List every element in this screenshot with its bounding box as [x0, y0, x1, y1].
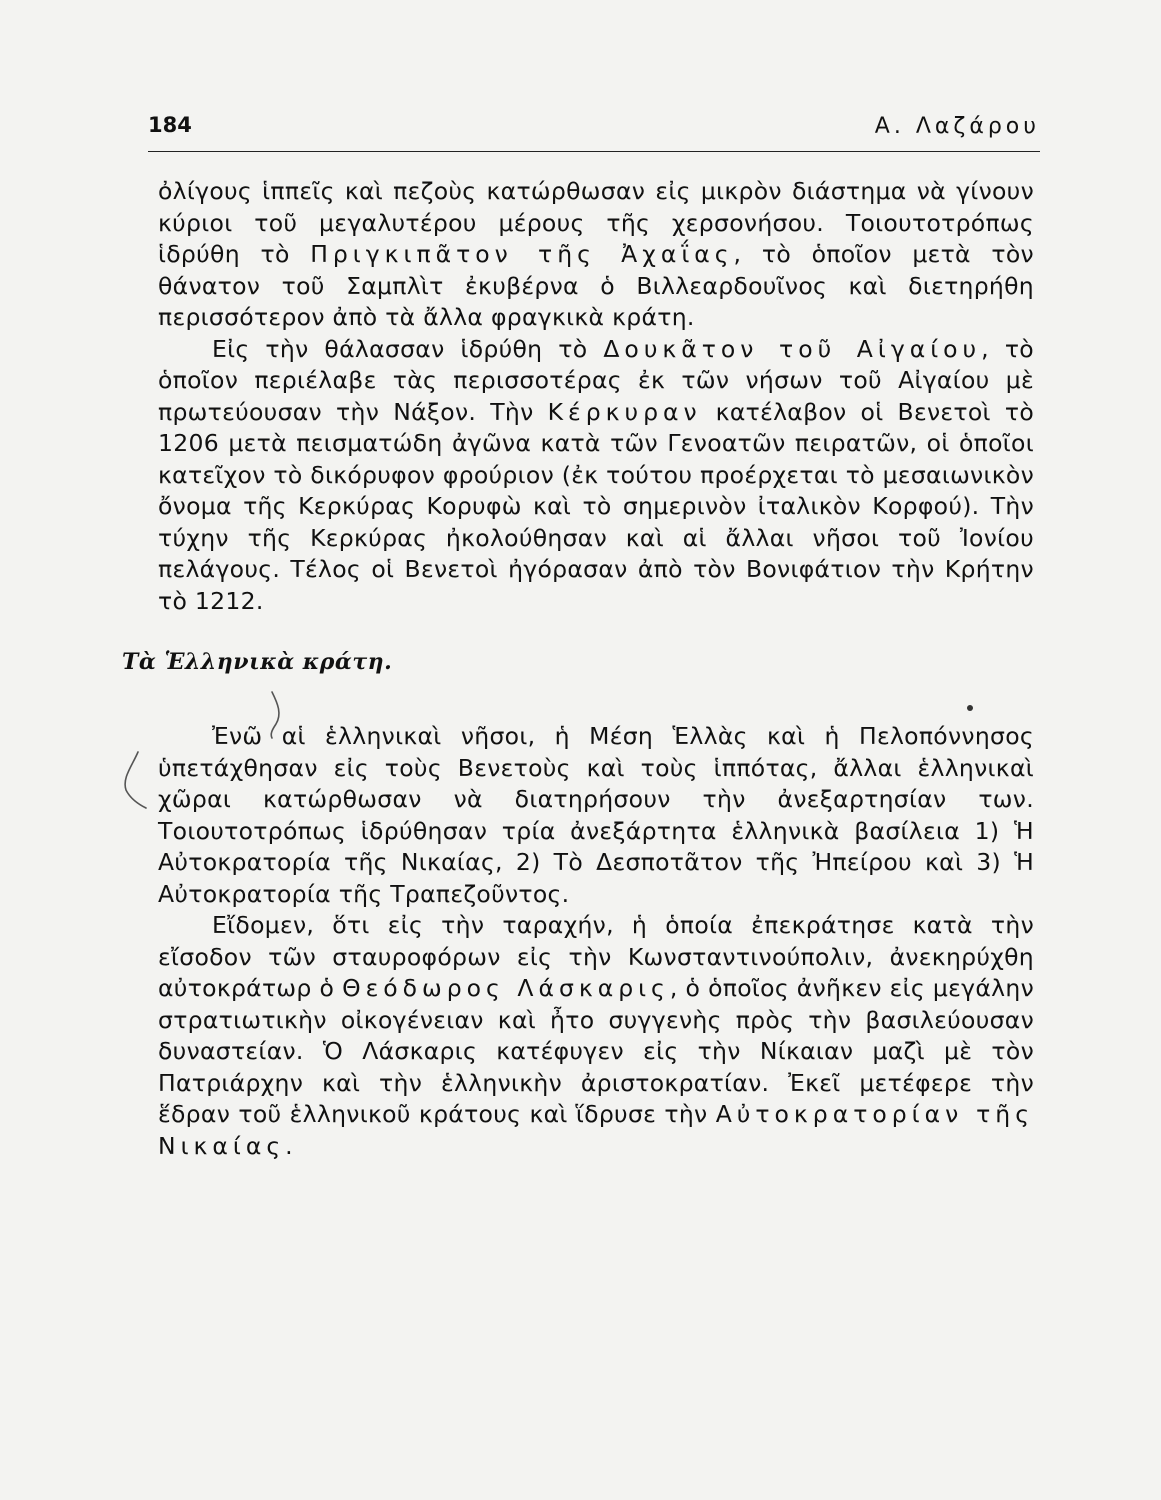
- paragraph-1-text-b: , τὸ ὁποῖον μετὰ τὸν θάνατον τοῦ Σαμπλὶτ ἐκυβέρνα ὁ Βιλλεαρδουῖνος καὶ διετηρήθη περισσότερον ἀπὸ τὰ ἄλλα φραγκικὰ κράτη.: [158, 240, 1034, 331]
- paragraph-2-text-a: Εἰς τὴν θάλασσαν ἱδρύθη τὸ: [212, 334, 604, 363]
- empire-of-nicaea: Αὐτοκρατορίαν τῆς Νικαίας: [158, 1100, 1034, 1160]
- paragraph-1: [158, 176, 1034, 334]
- theodore-laskaris: Θεόδωρος Λάσκαρις: [342, 974, 670, 1002]
- paragraph-4-text-a: Εἴδομεν, ὅτι εἰς τὴν ταραχήν, ἡ ὁποία ἐπεκράτησε κατὰ τὴν εἴσοδον τῶν σταυροφόρων εἰς τὴν Κωνσταντινούπολιν, ἀνεκηρύχθη αὐτοκράτωρ ὁ: [158, 911, 1034, 1002]
- paragraph-3: [158, 721, 1034, 910]
- running-head: Α. Λαζάρου: [874, 114, 1040, 139]
- paragraph-2-text-c: κατέλαβον οἱ Βενετοὶ τὸ 1206 μετὰ πεισματώδη ἀγῶνα κατὰ τῶν Γενοατῶν πειρατῶν, οἱ ὁποῖοι κατεῖχον τὸ δικόρυφον φρούριον (ἐκ τούτου προέρχεται τὸ μεσαιωνικὸν ὄνομα τῆς Κερκύρας Κορυφὼ καὶ τὸ σημερινὸν ἰταλικὸν Κορφού). Τὴν τύχην τῆς Κερκύρας ἠκολούθησαν καὶ αἱ ἄλλαι νῆσοι τοῦ Ἰονίου πελάγους. Τέλος οἱ Βενετοὶ ἠγόρασαν ἀπὸ τὸν Βονιφάτιον τὴν Κρήτην τὸ 1212.: [158, 397, 1034, 615]
- page-number: 184: [148, 113, 192, 137]
- duchy-of-aegean: Δουκᾶτον τοῦ Αἰγαίου: [603, 334, 982, 363]
- page-header: [148, 112, 1040, 152]
- paragraph-3-text: Ἐνῶ αἱ ἑλληνικαὶ νῆσοι, ἡ Μέση Ἑλλὰς καὶ ἡ Πελοπόννησος ὑπετάχθησαν εἰς τοὺς Βενετοὺς καὶ τοὺς ἱππότας, ἄλλαι ἑλληνικαὶ χῶραι κατώρθωσαν νὰ διατηρήσουν τὴν ἀνεξαρτησίαν των. Τοιουτοτρόπως ἱδρύθησαν τρία ἀνεξάρτητα ἑλληνικὰ βασίλεια 1) Ἡ Αὐτοκρατορία τῆς Νικαίας, 2) Τὸ Δεσποτᾶτον τῆς Ἠπείρου καὶ 3) Ἡ Αὐτοκρατορία τῆς Τραπεζοῦντος.: [158, 722, 1034, 908]
- paragraph-2-text-b: , τὸ ὁποῖον περιέλαβε τὰς περισσοτέρας ἐκ τῶν νήσων τοῦ Αἰγαίου μὲ πρωτεύουσαν τὴν Νάξον. Τὴν: [158, 334, 1034, 426]
- section-heading: Τὰ Ἑλληνικὰ κράτη.: [122, 649, 393, 675]
- paragraph-4: [158, 910, 1034, 1162]
- body-text: [122, 176, 1034, 1162]
- paragraph-2: [158, 334, 1034, 618]
- paragraph-4-text-b: , ὁ ὁποῖος ἀνῆκεν εἰς μεγάλην στρατιωτικὴν οἰκογένειαν καὶ ἦτο συγγενὴς πρὸς τὴν βασιλεύουσαν δυναστείαν. Ὁ Λάσκαρις κατέφυγεν εἰς τὴν Νίκαιαν μαζὶ μὲ τὸν Πατριάρχην καὶ τὴν ἑλληνικὴν ἀριστοκρατίαν. Ἐκεῖ μετέφερε τὴν ἕδραν τοῦ ἑλληνικοῦ κράτους καὶ ἵδρυσε τὴν: [158, 974, 1034, 1128]
- paragraph-1-text-a: ὀλίγους ἱππεῖς καὶ πεζοὺς κατώρθωσαν εἰς μικρὸν διάστημα νὰ γίνουν κύριοι τοῦ μεγαλυτέρου μέρους τῆς χερσονήσου. Τοιουτοτρόπως ἱδρύθη τὸ: [158, 177, 1034, 268]
- corfu-spaced: Κέρκυραν: [547, 397, 702, 426]
- paragraph-4-text-c: .: [285, 1131, 293, 1160]
- principality-of-achaea: Πριγκιπᾶτον τῆς Ἀχαΐας: [310, 240, 734, 268]
- header-rule: [148, 151, 1040, 152]
